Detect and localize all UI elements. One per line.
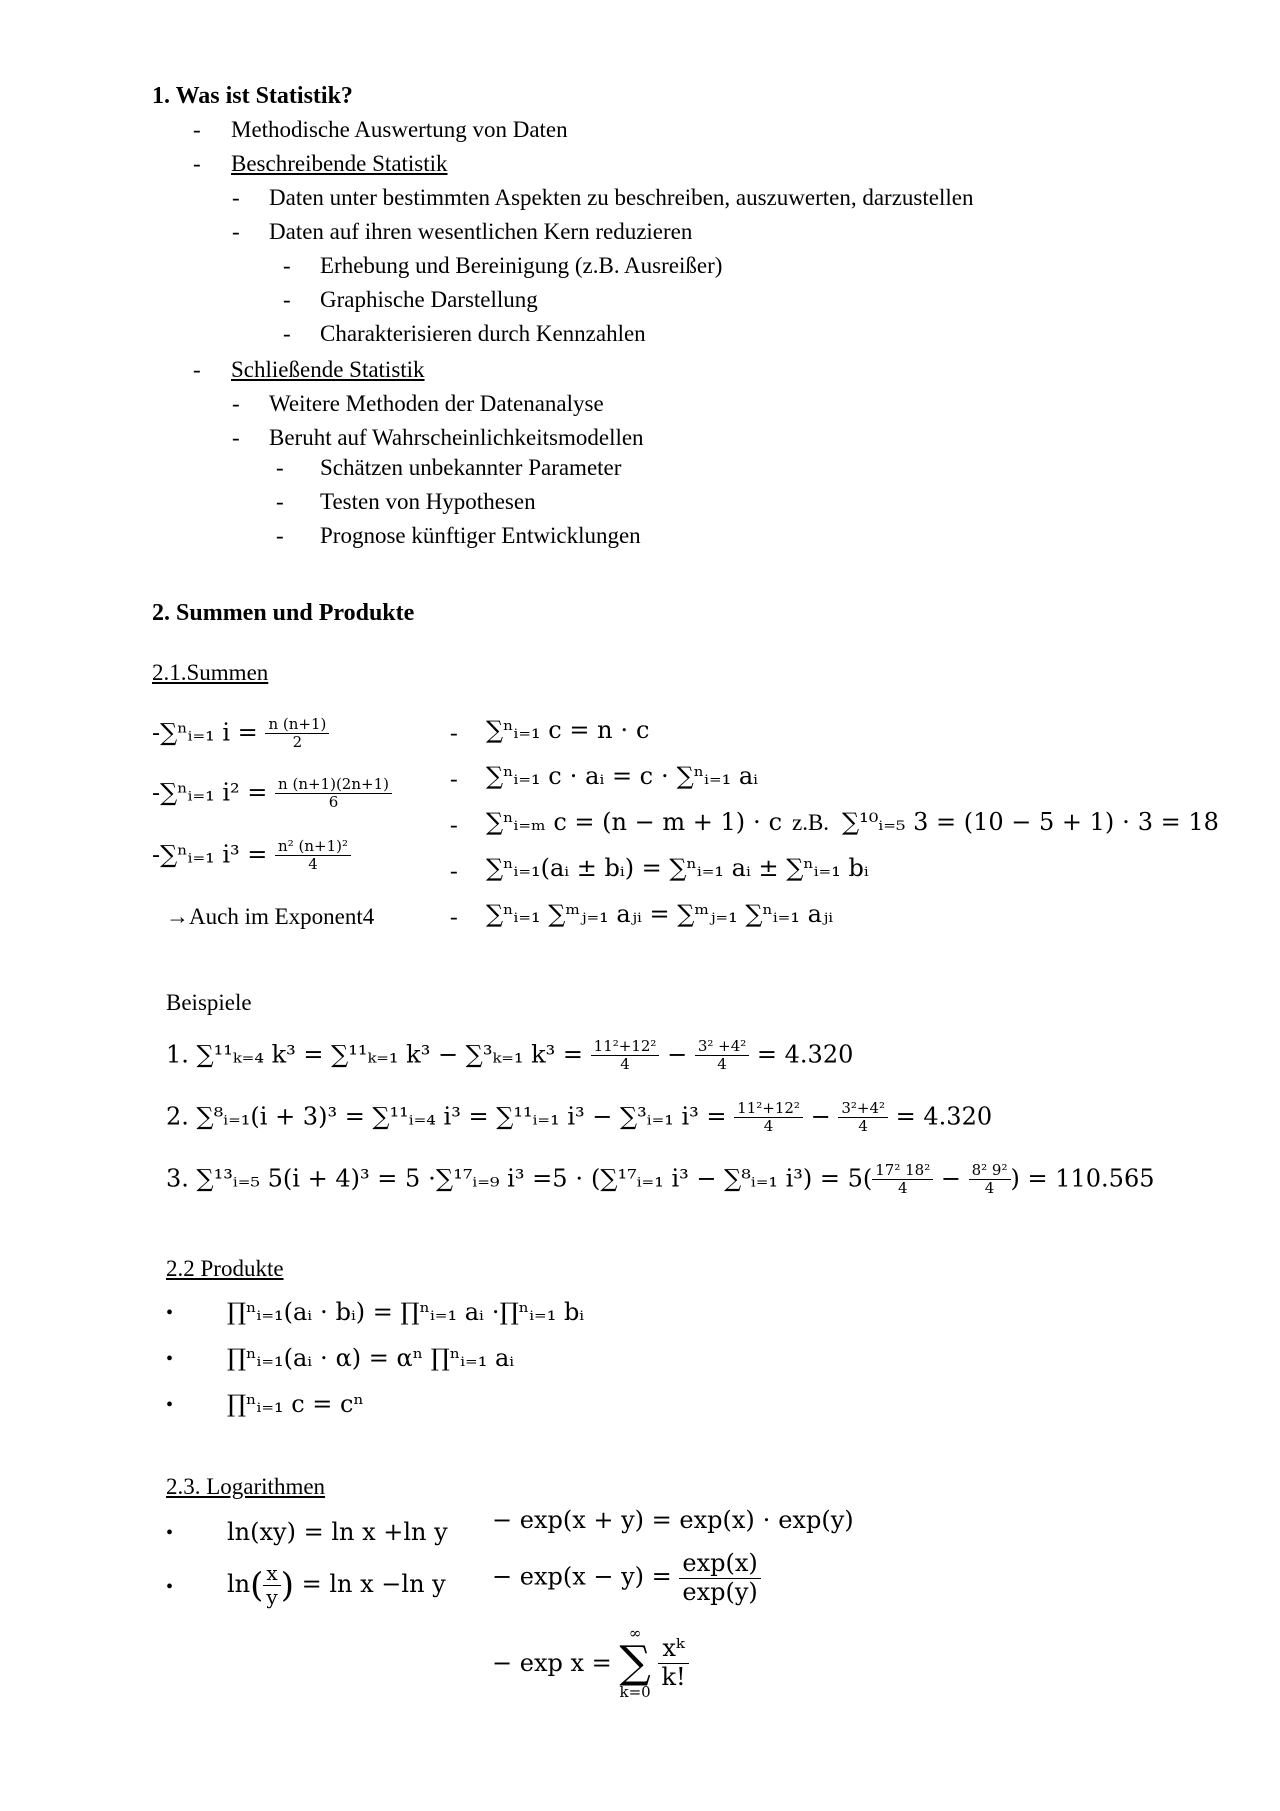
list-dash: - [232, 425, 240, 450]
formula-sum-factor: ∑ⁿᵢ₌₁ c ⋅ aᵢ = c ⋅ ∑ⁿᵢ₌₁ aᵢ [486, 762, 758, 790]
numerator: n (n+1)(2n+1) [275, 776, 392, 794]
logarithmen-title: 2.3. Logarithmen [166, 1474, 326, 1499]
numerator: 3² +4² [695, 1038, 749, 1056]
list-item: Daten auf ihren wesentlichen Kern reduzieren [269, 219, 693, 244]
numerator: 11²+12² [734, 1100, 803, 1118]
formula-example: ∑¹⁰ᵢ₌₅ 3 = (10 − 5 + 1) ⋅ 3 = 18 [842, 808, 1219, 836]
denominator: 4 [763, 1117, 774, 1136]
bullet: • [166, 1348, 174, 1370]
denominator: 2 [292, 733, 303, 752]
upper-limit: ∞ [628, 1624, 642, 1642]
fraction [275, 838, 351, 874]
denominator: k! [661, 1662, 686, 1691]
denominator: 4 [620, 1055, 630, 1074]
numerator: n (n+1) [265, 716, 329, 734]
formula-product-3: ∏ⁿᵢ₌₁ c = cⁿ [227, 1390, 364, 1418]
formula-sum-range: ∑ⁿᵢ₌ₘ c = (n − m + 1) ⋅ c [486, 808, 783, 836]
formula-product-2: ∏ⁿᵢ₌₁(aᵢ ⋅ α) = αⁿ ∏ⁿᵢ₌₁ aᵢ [227, 1344, 515, 1372]
list-item: Prognose künftiger Entwicklungen [320, 523, 641, 548]
formula-log-quotient: ln( $\frac{x}{y}$ ) = ln x −ln y [227, 1561, 446, 1609]
numerator: n² (n+1)² [275, 838, 351, 856]
formula-lhs: ∑ⁿᵢ₌₁ i³ = [160, 840, 268, 869]
formula-lhs: − exp(x − y) = [492, 1562, 672, 1591]
bullet: • [166, 1302, 174, 1324]
formula-exp-sum: − exp(x + y) = exp(x) ⋅ exp(y) [492, 1506, 854, 1534]
denominator: exp(y) [682, 1577, 758, 1606]
list-dash: - [450, 766, 458, 791]
section1-heading: 1. Was ist Statistik? [152, 83, 353, 109]
denominator: 4 [717, 1055, 727, 1074]
numerator: 11²+12² [591, 1038, 660, 1056]
list-item: Beruht auf Wahrscheinlichkeitsmodellen [269, 425, 644, 450]
list-item: Methodische Auswertung von Daten [231, 117, 568, 142]
formula-lhs: 3. ∑¹³ᵢ₌₅ 5(i + 4)³ = 5 ⋅∑¹⁷ᵢ₌₉ i³ =5 ⋅ (∑¹⁷ᵢ₌₁ i³ − ∑⁸ᵢ₌₁ i³) = 5( [166, 1164, 873, 1193]
list-dash: - [193, 357, 201, 382]
formula-rhs: = ln x −ln y [301, 1570, 446, 1598]
summen-title: 2.1.Summen [152, 660, 269, 685]
list-dash: - [450, 812, 458, 837]
subsection-title-beschreibend: Beschreibende Statistik [231, 151, 448, 176]
numerator: 8² 9² [969, 1162, 1011, 1180]
formula-product-1: ∏ⁿᵢ₌₁(aᵢ ⋅ bᵢ) = ∏ⁿᵢ₌₁ aᵢ ⋅∏ⁿᵢ₌₁ bᵢ [227, 1298, 585, 1326]
numerator: xᵏ [658, 1635, 688, 1664]
result: ) = 110.565 [1010, 1164, 1155, 1193]
formula-log-product: ln(xy) = ln x +ln y [227, 1518, 448, 1546]
bullet: • [166, 1522, 174, 1544]
example-3: 3. ∑¹³ᵢ₌₅ 5(i + 4)³ = 5 ⋅∑¹⁷ᵢ₌₉ i³ =5 ⋅ (∑¹⁷ᵢ₌₁ i³ − ∑⁸ᵢ₌₁ i³) = 5( $\frac{\text{17² 18²}}{4}$ − $\frac{\text{8² 9²}}{4}$ ) = 110.565 [166, 1161, 1155, 1198]
numerator: 17² 18² [872, 1162, 933, 1180]
fraction [679, 1550, 760, 1606]
section2-heading: 2. Summen und Produkte [152, 600, 415, 626]
list-dash: - [283, 321, 291, 346]
list-dash: - [193, 151, 201, 176]
list-item: Graphische Darstellung [320, 287, 538, 312]
list-dash: - [193, 117, 201, 142]
fraction [734, 1100, 803, 1136]
list-dash: - [276, 489, 284, 514]
formula-lhs: − exp x = [492, 1649, 612, 1677]
result: = 4.320 [756, 1040, 854, 1069]
list-dash: - [450, 858, 458, 883]
list-dash: - [276, 523, 284, 548]
list-dash: - [450, 904, 458, 929]
list-dash: - [232, 219, 240, 244]
exponent-note: →Auch im Exponent4 [166, 904, 375, 929]
list-dash: - [232, 185, 240, 210]
denominator: 4 [897, 1179, 908, 1198]
denominator: y [266, 1585, 278, 1609]
produkte-title: 2.2 Produkte [166, 1256, 284, 1281]
denominator: 4 [308, 855, 318, 874]
list-item: Schätzen unbekannter Parameter [320, 455, 622, 480]
list-dash: - [152, 840, 161, 869]
list-item: Charakterisieren durch Kennzahlen [320, 321, 646, 346]
sigma-glyph: ∑ [619, 1637, 651, 1688]
fraction [265, 716, 329, 752]
numerator: x [263, 1562, 280, 1586]
summation-symbol [619, 1626, 650, 1700]
fraction [969, 1162, 1011, 1198]
list-dash: - [283, 287, 291, 312]
list-item: Daten unter bestimmten Aspekten zu beschreiben, auszuwerten, darzustellen [269, 185, 974, 210]
bullet: • [166, 1576, 174, 1598]
numerator: exp(x) [679, 1550, 760, 1579]
list-dash: - [283, 253, 291, 278]
fraction [695, 1038, 749, 1074]
fraction [591, 1038, 660, 1074]
example-label: z.B. [792, 810, 830, 835]
formula-lhs: ∑ⁿᵢ₌₁ i = [160, 718, 258, 747]
list-item: Erhebung und Bereinigung (z.B. Ausreißer) [320, 253, 723, 278]
formula-lhs: 1. ∑¹¹ₖ₌₄ k³ = ∑¹¹ₖ₌₁ k³ − ∑³ₖ₌₁ k³ = [166, 1040, 584, 1069]
numerator: 3²+4² [838, 1100, 888, 1118]
denominator: 4 [984, 1179, 995, 1198]
formula-sum-split: ∑ⁿᵢ₌₁(aᵢ ± bᵢ) = ∑ⁿᵢ₌₁ aᵢ ± ∑ⁿᵢ₌₁ bᵢ [486, 854, 869, 882]
formula-lhs: ∑ⁿᵢ₌₁ i² = [160, 778, 268, 807]
list-dash: - [450, 720, 458, 745]
fraction [263, 1562, 280, 1609]
fraction [658, 1635, 688, 1691]
example-1: 1. ∑¹¹ₖ₌₄ k³ = ∑¹¹ₖ₌₁ k³ − ∑³ₖ₌₁ k³ = $\frac{\text{11²+12²}}{4}$ − $\frac{\text{3² +4²}}{4}$ = 4.320 [166, 1037, 854, 1074]
formula-sum-i2 [152, 776, 392, 812]
list-dash: - [232, 391, 240, 416]
formula-double-sum: ∑ⁿᵢ₌₁ ∑ᵐⱼ₌₁ aⱼᵢ = ∑ᵐⱼ₌₁ ∑ⁿᵢ₌₁ aⱼᵢ [486, 900, 834, 928]
example-2: 2. ∑⁸ᵢ₌₁(i + 3)³ = ∑¹¹ᵢ₌₄ i³ = ∑¹¹ᵢ₌₁ i³ − ∑³ᵢ₌₁ i³ = $\frac{\text{11²+12²}}{4}$ − $\frac{\text{3²+4²}}{4}$ = 4.320 [166, 1099, 993, 1136]
formula-sum-i [152, 716, 329, 752]
fraction [872, 1162, 933, 1198]
formula-sum-i3 [152, 838, 351, 874]
formula-exp-series [492, 1626, 689, 1700]
result: = 4.320 [895, 1102, 993, 1131]
formula-lhs: 2. ∑⁸ᵢ₌₁(i + 3)³ = ∑¹¹ᵢ₌₄ i³ = ∑¹¹ᵢ₌₁ i³ − ∑³ᵢ₌₁ i³ = [166, 1102, 727, 1131]
list-item: Weitere Methoden der Datenanalyse [269, 391, 604, 416]
denominator: 6 [328, 793, 339, 812]
formula-exp-diff [492, 1550, 761, 1606]
beispiele-title: Beispiele [166, 990, 252, 1015]
list-dash: - [152, 778, 161, 807]
bullet: • [166, 1394, 174, 1416]
formula-sum-const: ∑ⁿᵢ₌₁ c = n ⋅ c [486, 716, 650, 744]
fraction [275, 776, 392, 812]
subsection-title-schliessend: Schließende Statistik [231, 357, 425, 382]
lower-limit: k=0 [619, 1683, 651, 1701]
list-dash: - [276, 455, 284, 480]
list-dash: - [152, 718, 161, 747]
ln-label: ln [227, 1570, 251, 1598]
denominator: 4 [858, 1117, 868, 1136]
fraction [838, 1100, 888, 1136]
list-item: Testen von Hypothesen [320, 489, 536, 514]
